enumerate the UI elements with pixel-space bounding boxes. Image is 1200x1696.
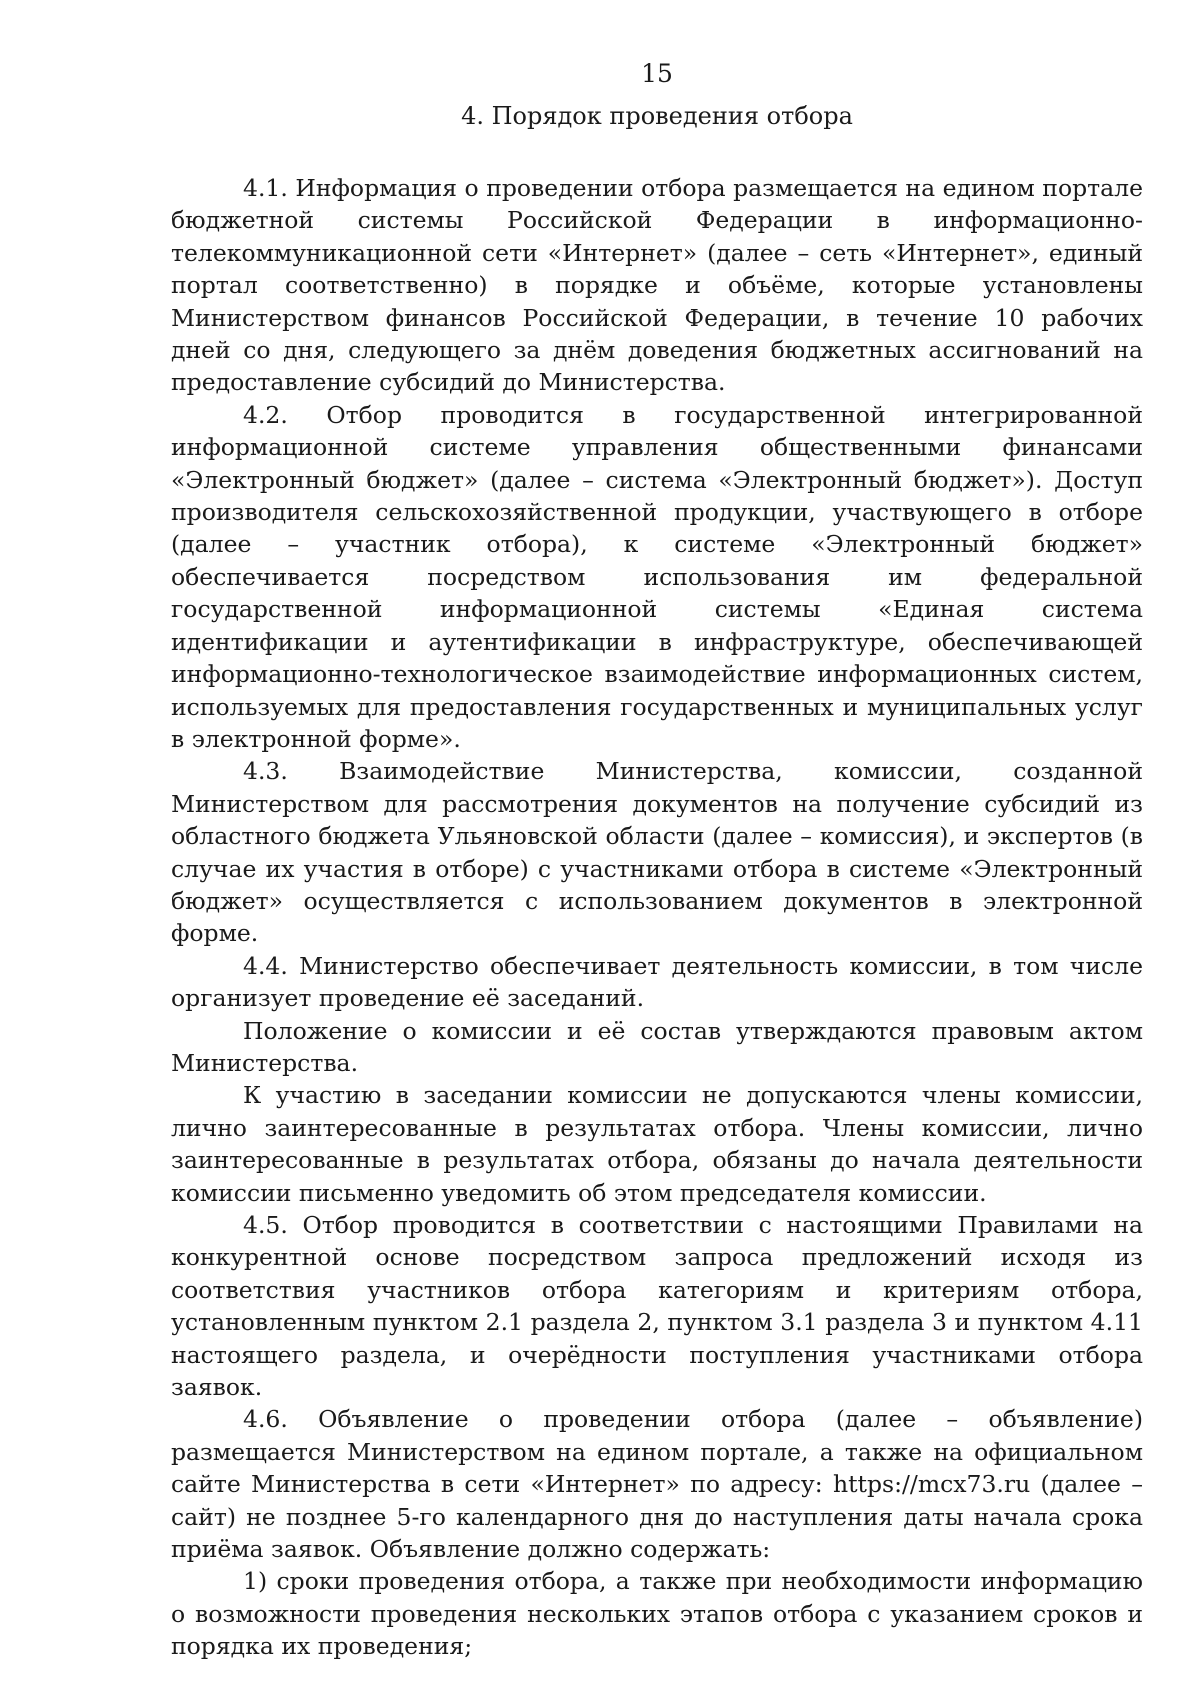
paragraph-4-6: 4.6. Объявление о проведении отбора (далее – объявление) размещается Министерством на едином портале, а также на официальном сайте Министерства в сети «Интернет» по адресу: https://mcx73.ru (далее – сайт) не позднее 5-го календарного дня до наступления даты начала срока приёма заявок. Объявление должно содержать:	[171, 1405, 1143, 1564]
paragraph-4-1: 4.1. Информация о проведении отбора размещается на едином портале бюджетной системы Российской Федерации в информационно-телекоммуникационной сети «Интернет» (далее – сеть «Интернет», единый портал соответственно) в порядке и объёме, которые установлены Министерством финансов Российской Федерации, в течение 10 рабочих дней со дня, следующего за днём доведения бюджетных ассигнований на предоставление субсидий до Министерства.	[171, 174, 1143, 397]
list-item-1: 1) сроки проведения отбора, а также при необходимости информацию о возможности проведения нескольких этапов отбора с указанием сроков и порядка их проведения;	[171, 1567, 1143, 1661]
paragraph-4-3: 4.3. Взаимодействие Министерства, комиссии, созданной Министерством для рассмотрения документов на получение субсидий из областного бюджета Ульяновской области (далее – комиссия), и экспертов (в случае их участия в отборе) с участниками отбора в системе «Электронный бюджет» осуществляется с использованием документов в электронной форме.	[171, 757, 1143, 948]
page-number: 15	[641, 59, 673, 88]
paragraph-commission-members: К участию в заседании комиссии не допускаются члены комиссии, лично заинтересованные в результатах отбора. Члены комиссии, лично заинтересованные в результатах отбора, обязаны до начала деятельности комиссии письменно уведомить об этом председателя комиссии.	[171, 1081, 1143, 1207]
paragraph-4-2: 4.2. Отбор проводится в государственной интегрированной информационной системе управления общественными финансами «Электронный бюджет» (далее – система «Электронный бюджет»). Доступ производителя сельскохозяйственной продукции, участвующего в отборе (далее – участник отбора), к системе «Электронный бюджет» обеспечивается посредством использования им федеральной государственной информационной системы «Единая система идентификации и аутентификации в инфраструктуре, обеспечивающей информационно-технологическое взаимодействие информационных систем, используемых для предоставления государственных и муниципальных услуг в электронной форме».	[171, 400, 1143, 753]
document-page	[171, 52, 1143, 1663]
paragraph-commission-regulation: Положение о комиссии и её состав утверждаются правовым актом Министерства.	[171, 1016, 1143, 1077]
paragraph-4-5: 4.5. Отбор проводится в соответствии с настоящими Правилами на конкурентной основе посредством запроса предложений исходя из соответствия участников отбора категориям и критериям отбора, установленным пунктом 2.1 раздела 2, пунктом 3.1 раздела 3 и пунктом 4.11 настоящего раздела, и очерёдности поступления участниками отбора заявок.	[171, 1211, 1143, 1402]
paragraph-4-4: 4.4. Министерство обеспечивает деятельность комиссии, в том числе организует проведение её заседаний.	[171, 951, 1143, 1013]
section-title: 4. Порядок проведения отбора	[461, 102, 853, 130]
